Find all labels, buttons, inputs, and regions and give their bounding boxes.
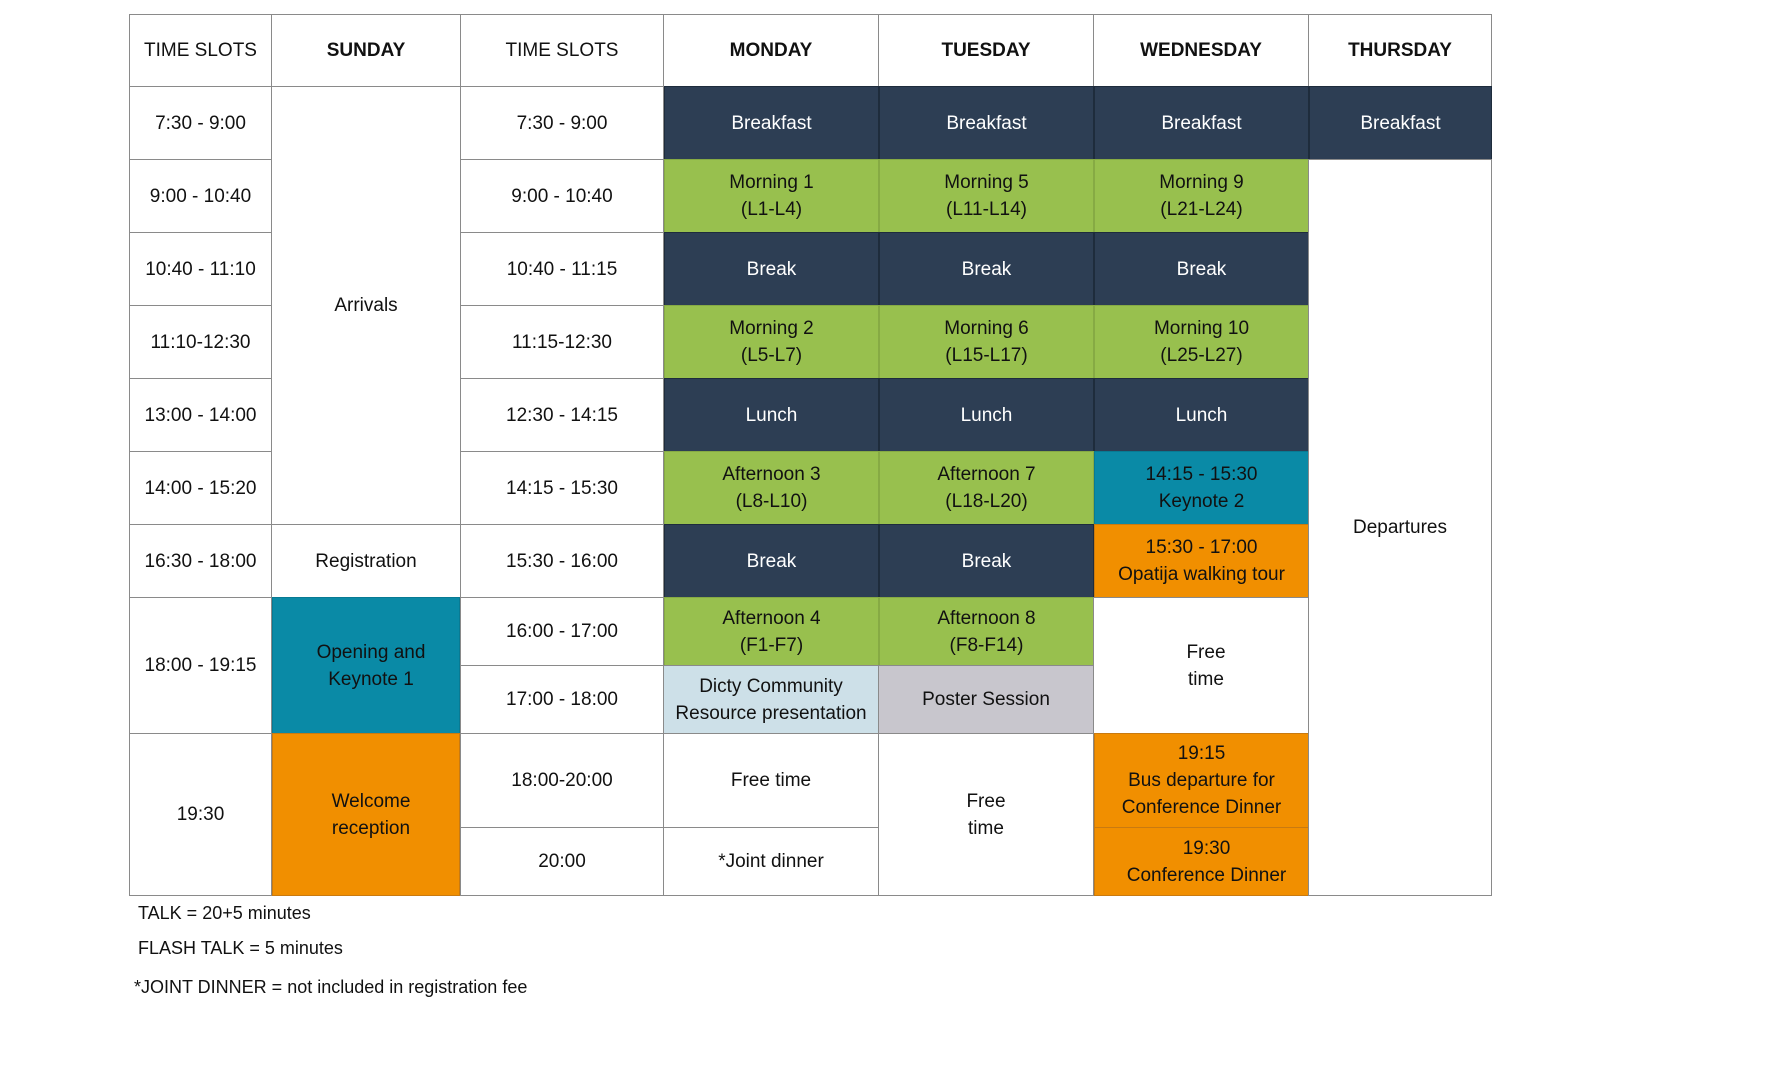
sunday-slot-2: 9:00 - 10:40	[129, 159, 272, 233]
thursday-departures: Departures	[1308, 159, 1492, 896]
header-time-slots-week: TIME SLOTS	[460, 14, 664, 87]
monday-dicty-presentation: Dicty Community Resource presentation	[663, 665, 879, 734]
week-slot-2: 9:00 - 10:40	[460, 159, 664, 233]
week-slot-1: 7:30 - 9:00	[460, 86, 664, 160]
tuesday-free-time: Free time	[878, 733, 1094, 896]
tuesday-afternoon-7: Afternoon 7 (L18-L20)	[879, 451, 1094, 525]
tuesday-afternoon-8: Afternoon 8 (F8-F14)	[879, 597, 1094, 666]
sunday-slot-1: 7:30 - 9:00	[129, 86, 272, 160]
monday-break-2: Break	[664, 524, 879, 598]
sunday-slot-7: 16:30 - 18:00	[129, 524, 272, 598]
monday-free-time: Free time	[663, 733, 879, 828]
monday-joint-dinner: *Joint dinner	[663, 827, 879, 896]
tuesday-morning-5: Morning 5 (L11-L14)	[879, 159, 1094, 233]
wednesday-bus-departure: 19:15 Bus departure for Conference Dinner	[1094, 733, 1309, 828]
week-slot-10: 18:00-20:00	[460, 733, 664, 828]
note-flash-talk: FLASH TALK = 5 minutes	[138, 938, 343, 958]
wednesday-morning-10: Morning 10 (L25-L27)	[1094, 305, 1309, 379]
sunday-welcome-reception: Welcome reception	[272, 733, 460, 896]
header-thursday: THURSDAY	[1308, 14, 1492, 87]
header-sunday: SUNDAY	[271, 14, 461, 87]
week-slot-3: 10:40 - 11:15	[460, 232, 664, 306]
monday-morning-2: Morning 2 (L5-L7)	[664, 305, 879, 379]
note-joint-dinner: *JOINT DINNER = not included in registration fee	[134, 977, 528, 997]
sunday-slot-9: 19:30	[129, 733, 272, 896]
wednesday-conference-dinner: 19:30 Conference Dinner	[1094, 827, 1309, 896]
week-slot-6: 14:15 - 15:30	[460, 451, 664, 525]
header-monday: MONDAY	[663, 14, 879, 87]
tuesday-morning-6: Morning 6 (L15-L17)	[879, 305, 1094, 379]
wednesday-break-1: Break	[1094, 232, 1309, 306]
tuesday-lunch: Lunch	[879, 378, 1094, 452]
monday-morning-1: Morning 1 (L1-L4)	[664, 159, 879, 233]
wednesday-free-time: Free time	[1093, 597, 1309, 734]
week-slot-11: 20:00	[460, 827, 664, 896]
sunday-opening-keynote: Opening and Keynote 1	[272, 597, 460, 734]
monday-afternoon-3: Afternoon 3 (L8-L10)	[664, 451, 879, 525]
monday-lunch: Lunch	[664, 378, 879, 452]
header-tuesday: TUESDAY	[878, 14, 1094, 87]
monday-breakfast: Breakfast	[664, 86, 879, 160]
wednesday-lunch: Lunch	[1094, 378, 1309, 452]
tuesday-poster-session: Poster Session	[878, 665, 1094, 734]
sunday-slot-6: 14:00 - 15:20	[129, 451, 272, 525]
sunday-slot-4: 11:10-12:30	[129, 305, 272, 379]
tuesday-breakfast: Breakfast	[879, 86, 1094, 160]
week-slot-8: 16:00 - 17:00	[460, 597, 664, 666]
wednesday-morning-9: Morning 9 (L21-L24)	[1094, 159, 1309, 233]
sunday-arrivals: Arrivals	[271, 86, 461, 525]
sunday-slot-8: 18:00 - 19:15	[129, 597, 272, 734]
monday-break-1: Break	[664, 232, 879, 306]
note-talk: TALK = 20+5 minutes	[138, 903, 311, 923]
wednesday-breakfast: Breakfast	[1094, 86, 1309, 160]
week-slot-9: 17:00 - 18:00	[460, 665, 664, 734]
thursday-breakfast: Breakfast	[1309, 86, 1492, 160]
week-slot-5: 12:30 - 14:15	[460, 378, 664, 452]
sunday-slot-5: 13:00 - 14:00	[129, 378, 272, 452]
sunday-slot-3: 10:40 - 11:10	[129, 232, 272, 306]
sunday-registration: Registration	[271, 524, 461, 598]
monday-afternoon-4: Afternoon 4 (F1-F7)	[664, 597, 879, 666]
tuesday-break-1: Break	[879, 232, 1094, 306]
week-slot-4: 11:15-12:30	[460, 305, 664, 379]
header-time-slots-sunday: TIME SLOTS	[129, 14, 272, 87]
wednesday-keynote-2: 14:15 - 15:30 Keynote 2	[1094, 451, 1309, 525]
header-wednesday: WEDNESDAY	[1093, 14, 1309, 87]
wednesday-walking-tour: 15:30 - 17:00 Opatija walking tour	[1094, 524, 1309, 598]
tuesday-break-2: Break	[879, 524, 1094, 598]
week-slot-7: 15:30 - 16:00	[460, 524, 664, 598]
